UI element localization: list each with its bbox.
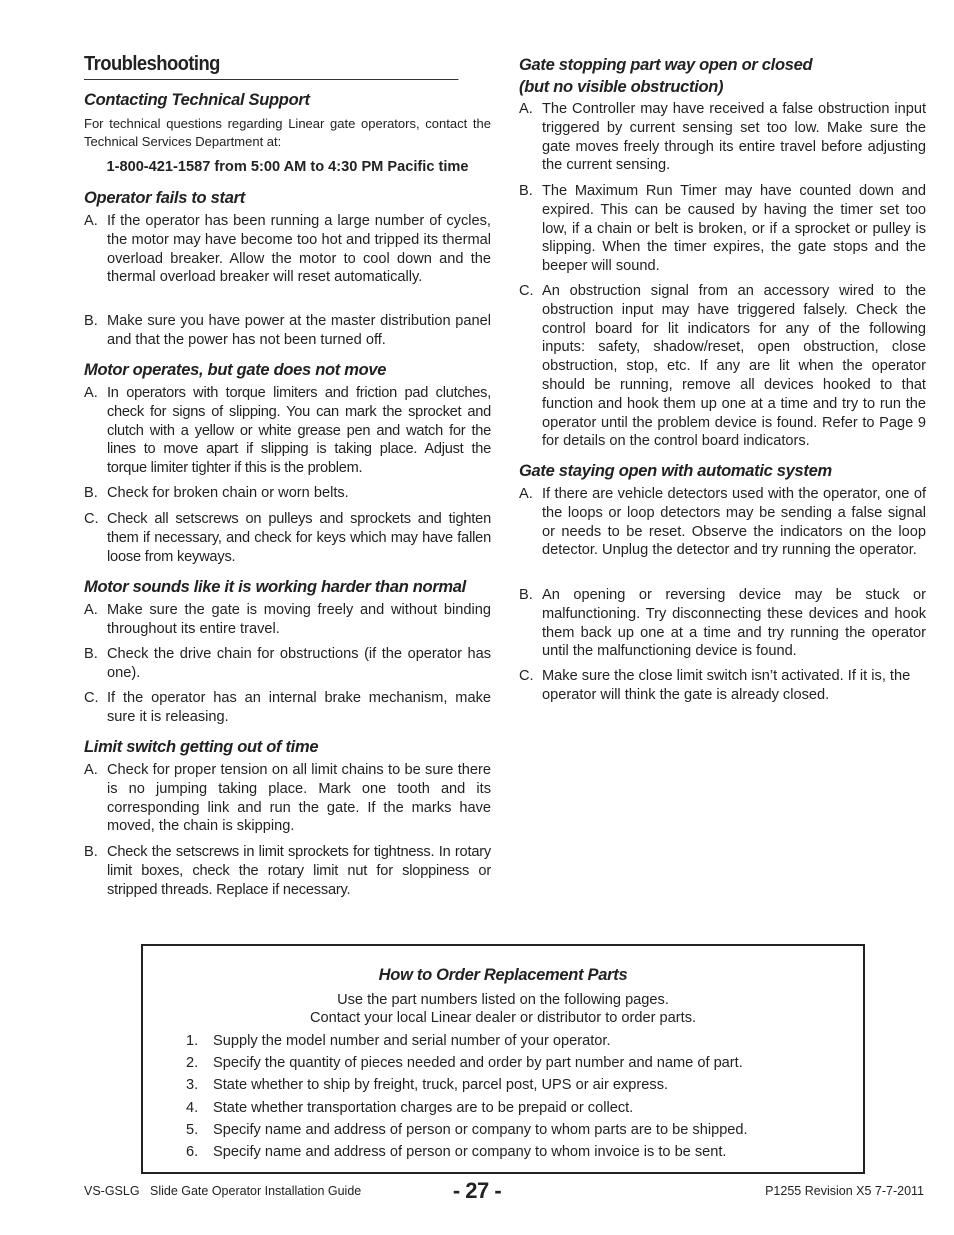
order-parts-box <box>141 944 865 1174</box>
item-label: C. <box>519 283 534 299</box>
item-label: B. <box>84 485 98 501</box>
item-label: A. <box>84 762 98 778</box>
order-box-title: How to Order Replacement Parts <box>378 966 628 984</box>
list-item <box>84 212 491 287</box>
list-item <box>84 601 491 639</box>
step-text: State whether transportation charges are to be prepaid or collect. <box>213 1100 634 1116</box>
item-text: The Maximum Run Timer may have counted down and expired. This can be caused by having the timer set too low, if a chain or belt is broken, or if a sprocket or pulley is slipping. When the timer expires, the gate stops and the beeper will sound. <box>542 183 926 275</box>
item-label: B. <box>519 587 533 603</box>
support-phone: 1-800-421-1587 from 5:00 AM to 4:30 PM Pacific time <box>106 159 469 175</box>
item-label: B. <box>84 844 98 860</box>
section-heading-limit-switch: Limit switch getting out of time <box>84 738 319 756</box>
item-label: A. <box>519 101 533 117</box>
list-item <box>519 667 926 705</box>
support-text: For technical questions regarding Linear gate operators, contact the Technical Services Department at: <box>84 116 491 149</box>
item-text: In operators with torque limiters and friction pad clutches, check for signs of slipping. You can mark the sprocket and clutch with a yellow or white grease pen and watch for the lines to move apart if slipping is taking place. Adjust the torque limiter tighter if this is the problem. <box>107 385 491 477</box>
item-label: A. <box>84 213 98 229</box>
item-text: An opening or reversing device may be stuck or malfunctioning. Try disconnecting these devices and hook them back up one at a time and try running the operator until the malfunctioning device is found. <box>542 587 926 660</box>
item-text: Make sure the close limit switch isn’t activated. If it is, the operator will think the gate is already closed. <box>542 668 911 703</box>
step-text: Specify the quantity of pieces needed and order by part number and name of part. <box>213 1055 743 1071</box>
section-heading-gate-stopping-line2: (but no visible obstruction) <box>519 78 724 96</box>
step-text: Specify name and address of person or company to whom parts are to be shipped. <box>213 1122 748 1138</box>
item-text: Make sure you have power at the master distribution panel and that the power has not been turned off. <box>107 313 491 348</box>
item-text: Check for proper tension on all limit chains to be sure there is no jumping taking place. Mark one tooth and its corresponding link and run the gate. If the marks have moved, the chain is skipping. <box>107 762 491 835</box>
item-label: C. <box>84 511 99 527</box>
section-heading-motor-no-gate: Motor operates, but gate does not move <box>84 361 387 379</box>
item-text: Check for broken chain or worn belts. <box>107 485 349 501</box>
footer-doc-name: VS-GSLG Slide Gate Operator Installation Guide <box>84 1184 362 1198</box>
section-heading-fails-to-start: Operator fails to start <box>84 189 245 207</box>
order-box-intro-line2: Contact your local Linear dealer or distributor to order parts. <box>309 1010 697 1026</box>
list-item <box>186 1143 727 1161</box>
item-label: A. <box>84 385 98 401</box>
section-heading-gate-open-auto: Gate staying open with automatic system <box>519 462 832 480</box>
item-text: If the operator has an internal brake mechanism, make sure it is releasing. <box>107 690 491 725</box>
list-item <box>84 645 491 683</box>
list-item <box>186 1032 611 1050</box>
item-label: B. <box>84 313 98 329</box>
page-number: - 27 - <box>452 1178 502 1203</box>
step-number: 6. <box>186 1144 199 1160</box>
step-number: 5. <box>186 1122 199 1138</box>
list-item <box>186 1054 743 1072</box>
item-text: The Controller may have received a false obstruction input triggered by current sensing set too low. Make sure the gate moves freely through its entire travel before adjusting the current sensing. <box>542 101 926 174</box>
section-heading-motor-harder: Motor sounds like it is working harder than normal <box>84 578 466 596</box>
list-item <box>84 384 491 478</box>
list-item <box>519 586 926 661</box>
list-item <box>84 761 491 836</box>
list-item <box>519 485 926 560</box>
step-text: Specify name and address of person or company to whom invoice is to be sent. <box>213 1144 727 1160</box>
list-item <box>84 510 491 566</box>
item-text: Make sure the gate is moving freely and without binding throughout its entire travel. <box>107 602 491 637</box>
page-title: Troubleshooting <box>84 53 458 80</box>
list-item <box>519 182 926 276</box>
step-number: 2. <box>186 1055 199 1071</box>
section-heading-gate-stopping-line1: Gate stopping part way open or closed <box>519 56 813 74</box>
list-item <box>186 1076 668 1094</box>
item-text: Check the drive chain for obstructions (if the operator has one). <box>107 646 491 681</box>
item-text: An obstruction signal from an accessory wired to the obstruction input may have triggered falsely. Check the control board for lit indicators for any of the following inputs: safety, shadow/reset, open obstruction, close obstruction, stop, etc. If any are lit when the operator should be running, remove all devices hooked to that function and hook them up one at a time and try to run the operator until the problem device is found. Refer to Page 9 for details on the control board indicators. <box>542 283 926 450</box>
list-item <box>84 312 491 350</box>
step-number: 1. <box>186 1033 199 1049</box>
item-label: C. <box>84 690 99 706</box>
step-number: 3. <box>186 1077 199 1093</box>
step-text: Supply the model number and serial number of your operator. <box>213 1033 611 1049</box>
list-item <box>186 1121 748 1139</box>
item-text: Check the setscrews in limit sprockets for tightness. In rotary limit boxes, check the rotary limit nut for sloppiness or stripped threads. Replace if necessary. <box>107 844 491 898</box>
item-text: If there are vehicle detectors used with the operator, one of the loops or loop detectors may be sending a false signal or needs to be reset. Observe the indicators on the loop detector. Unplug the detector and try running the operator. <box>542 486 926 559</box>
step-number: 4. <box>186 1100 199 1116</box>
item-label: B. <box>84 646 98 662</box>
item-text: If the operator has been running a large number of cycles, the motor may have become too hot and tripped its thermal overload breaker. Allow the motor to cool down and the thermal overload breaker will reset automatically. <box>107 213 491 286</box>
list-item <box>84 484 491 503</box>
item-label: B. <box>519 183 533 199</box>
footer-revision: P1255 Revision X5 7-7-2011 <box>765 1184 924 1198</box>
item-label: C. <box>519 668 534 684</box>
list-item <box>519 282 926 451</box>
list-item <box>84 689 491 727</box>
list-item <box>186 1099 633 1117</box>
support-heading: Contacting Technical Support <box>84 91 310 109</box>
list-item <box>84 843 491 899</box>
item-text: Check all setscrews on pulleys and sprockets and tighten them if necessary, and check for keys which may have fallen loose from keyways. <box>107 511 491 565</box>
item-label: A. <box>84 602 98 618</box>
order-box-intro-line1: Use the part numbers listed on the following pages. <box>337 992 669 1008</box>
step-text: State whether to ship by freight, truck, parcel post, UPS or air express. <box>213 1077 669 1093</box>
item-label: A. <box>519 486 533 502</box>
list-item <box>519 100 926 175</box>
